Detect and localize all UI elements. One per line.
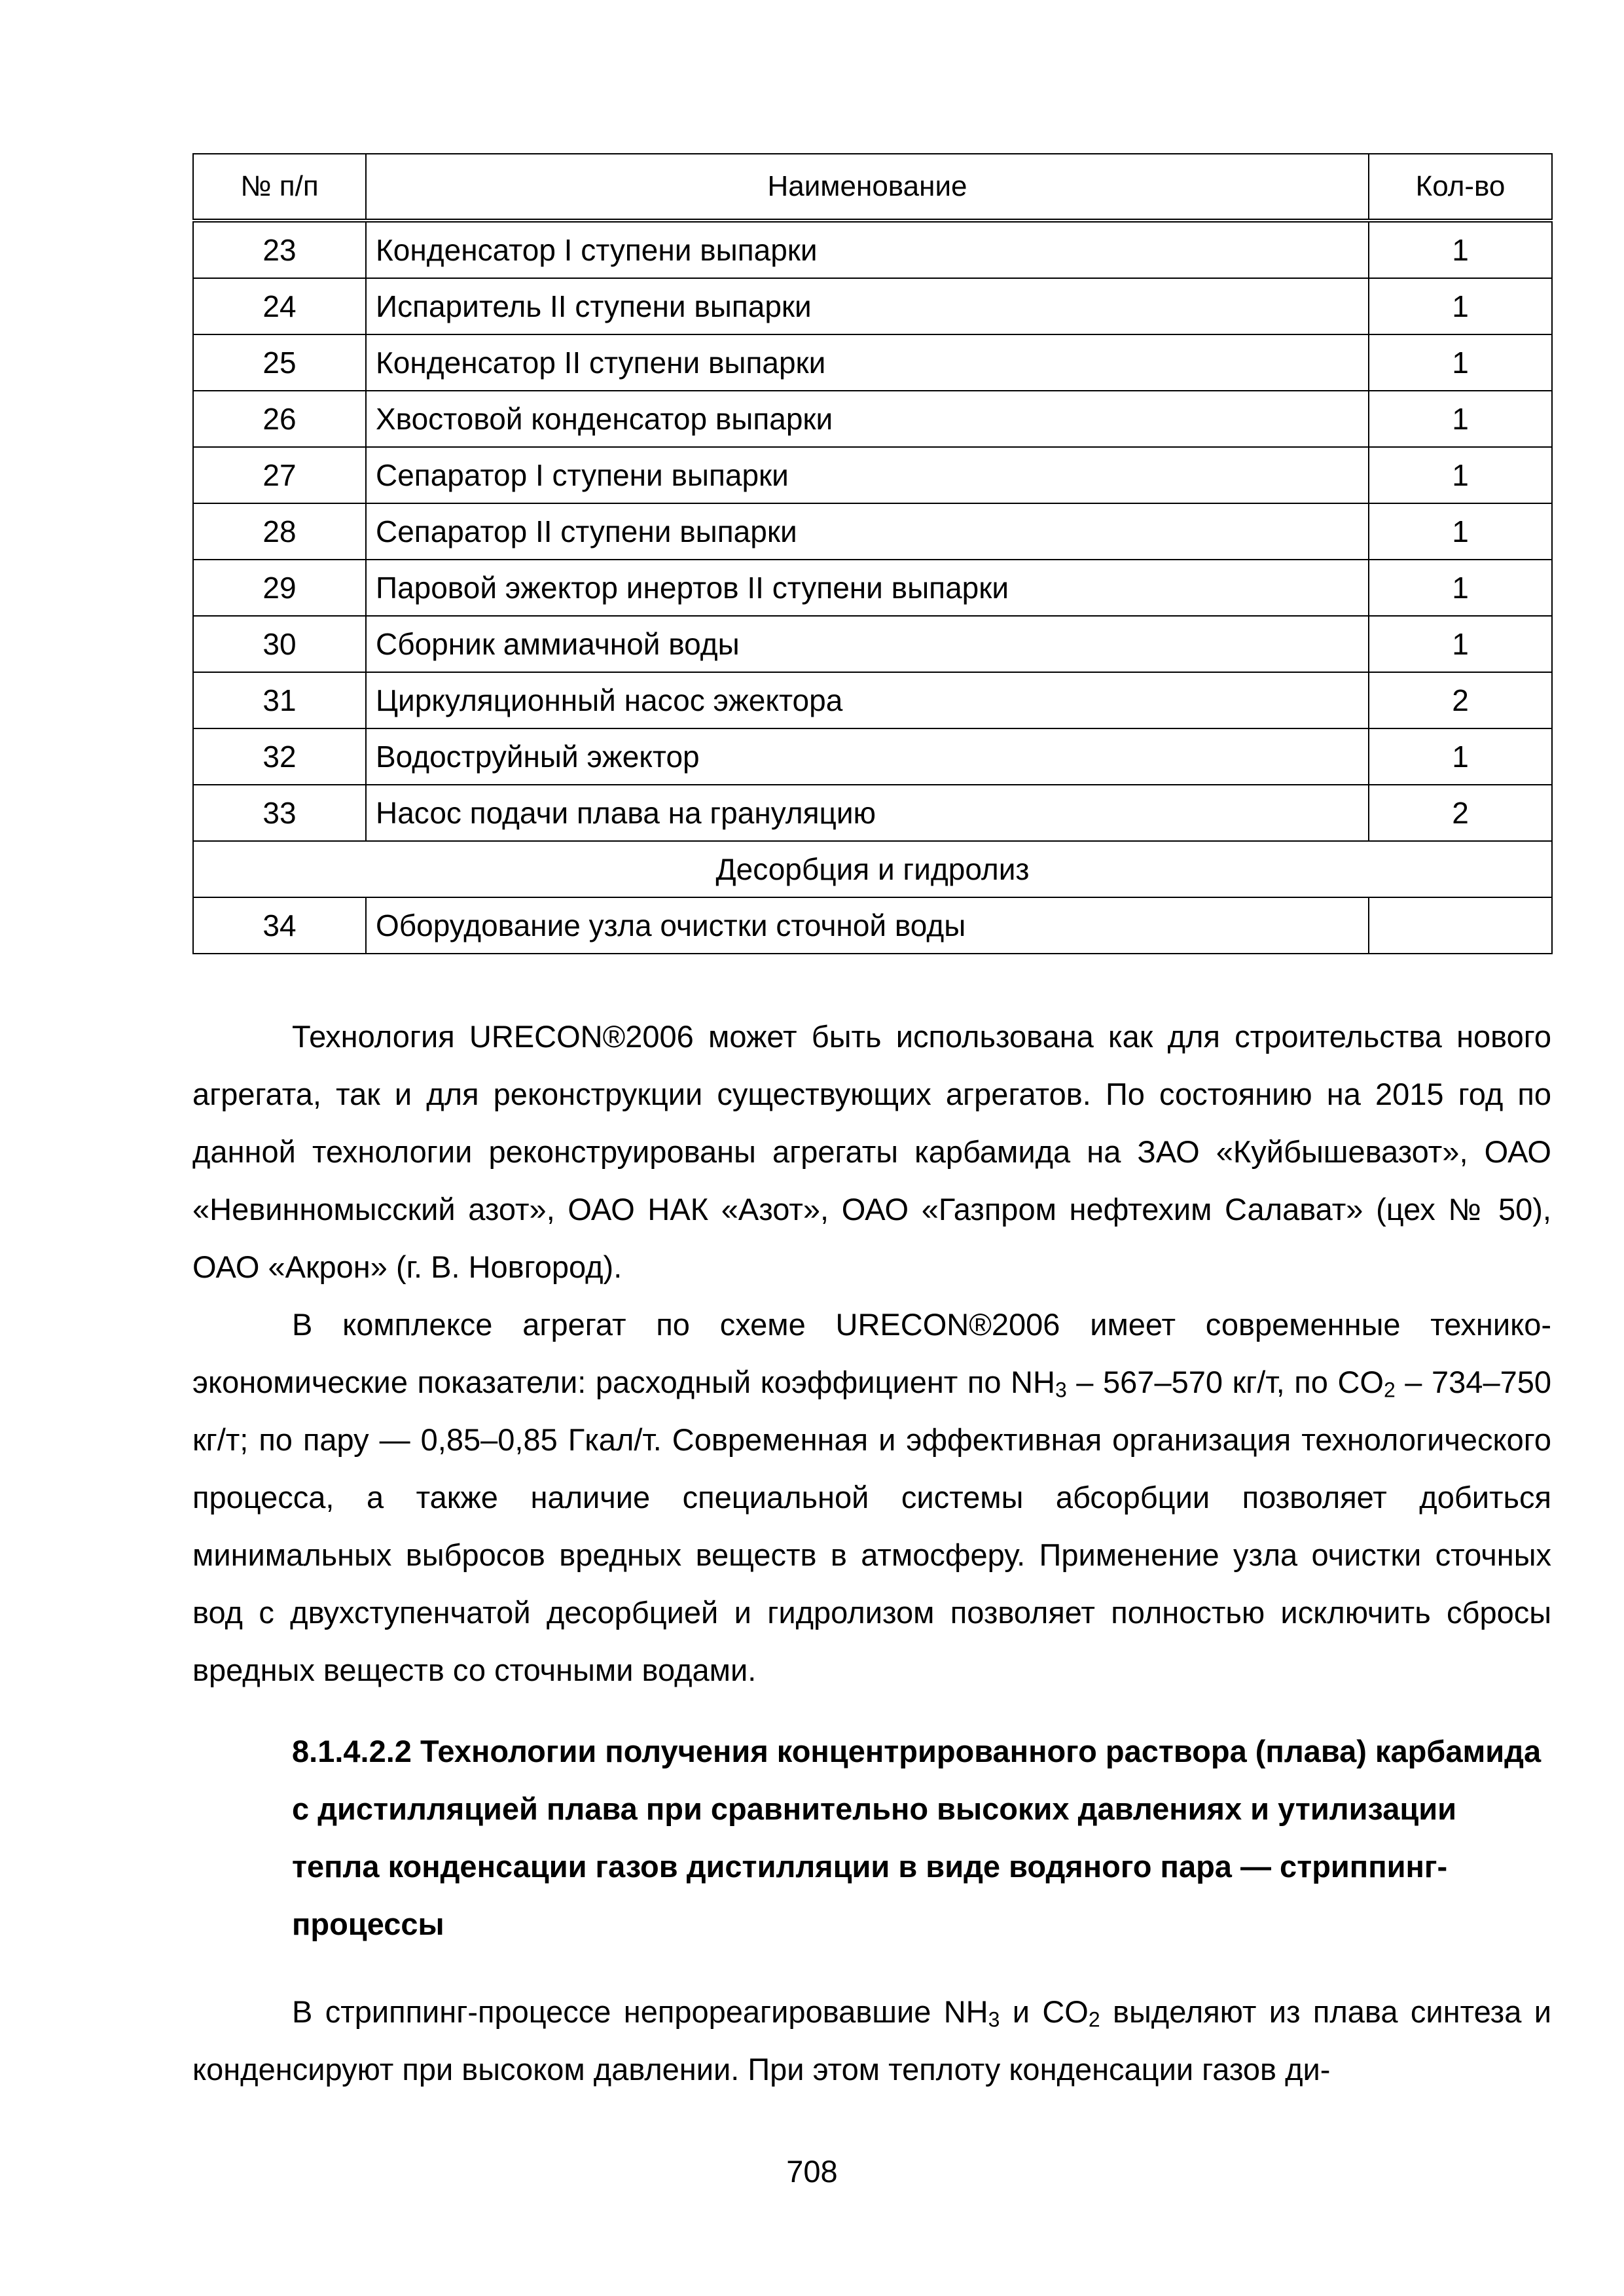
table-row — [193, 334, 1552, 391]
row-qty: 1 — [1369, 728, 1552, 785]
header-qty: Кол-во — [1369, 154, 1552, 221]
row-num: 25 — [193, 334, 366, 391]
subscript: 3 — [1055, 1378, 1067, 1402]
row-name: Сборник аммиачной воды — [366, 616, 1369, 672]
row-name: Сепаратор I ступени выпарки — [366, 447, 1369, 503]
row-name: Сепаратор II ступени выпарки — [366, 503, 1369, 560]
table-row — [193, 391, 1552, 447]
page-number: 708 — [786, 2154, 838, 2189]
row-qty: 1 — [1369, 616, 1552, 672]
row-qty: 2 — [1369, 672, 1552, 728]
header-num: № п/п — [193, 154, 366, 221]
row-num: 32 — [193, 728, 366, 785]
paragraph-indicators — [192, 1296, 1551, 1699]
table-row — [193, 672, 1552, 728]
row-qty: 1 — [1369, 334, 1552, 391]
table-header-row — [193, 154, 1552, 221]
text-run: – 734–750 кг/т; по пару — 0,85–0,85 Гкал/т. Современная и эффективная организация технологического процесса, а также наличие специальной системы абсорбции позволяет добиться минимальных выбросов вредных веществ в атмосферу. Применение узла очистки сточных вод с двухступенчатой десорбцией и гидролизом позволяет полностью исключить сбросы вредных веществ со сточными водами. — [192, 1365, 1551, 1687]
row-name: Насос подачи плава на грануляцию — [366, 785, 1369, 841]
row-name: Конденсатор II ступени выпарки — [366, 334, 1369, 391]
row-qty: 1 — [1369, 221, 1552, 278]
table-row — [193, 785, 1552, 841]
text-run: В комплексе агрегат по схеме URECON®2006 имеет современные технико-экономические показатели: расходный коэффициент по NH — [192, 1307, 1551, 1399]
row-num: 34 — [193, 897, 366, 954]
row-num: 33 — [193, 785, 366, 841]
row-num: 28 — [193, 503, 366, 560]
row-num: 24 — [193, 278, 366, 334]
row-num: 30 — [193, 616, 366, 672]
table-row — [193, 728, 1552, 785]
table-row — [193, 897, 1552, 954]
section-heading: 8.1.4.2.2 Технологии получения концентрированного раствора (плава) карбамида с дистилляцией плава при сравнительно высоких давлениях и утилизации тепла конденсации газов дистилляции в виде водяного пара — стриппинг-процессы — [292, 1734, 1542, 1941]
row-qty: 1 — [1369, 560, 1552, 616]
text-run: В стриппинг-процессе непрореагировавшие NH — [292, 1994, 988, 2029]
paragraph-text — [192, 1296, 1551, 1699]
row-num: 23 — [193, 221, 366, 278]
paragraph-text: Технология URECON®2006 может быть использована как для строительства нового агрегата, так и для реконструкции существующих агрегатов. По состоянию на 2015 год по данной технологии реконструированы агрегаты карбамида на ЗАО «Куйбышевазот», ОАО «Невинномысский азот», ОАО НАК «Азот», ОАО «Газпром нефтехим Салават» (цех № 50), ОАО «Акрон» (г. В. Новгород). — [192, 1019, 1551, 1284]
equipment-table — [192, 153, 1553, 954]
table-section-row — [193, 841, 1552, 897]
paragraph-stripping — [192, 1983, 1551, 2098]
table-row — [193, 447, 1552, 503]
row-qty — [1369, 897, 1552, 954]
row-name: Конденсатор I ступени выпарки — [366, 221, 1369, 278]
row-qty: 1 — [1369, 447, 1552, 503]
row-num: 26 — [193, 391, 366, 447]
row-qty: 1 — [1369, 503, 1552, 560]
text-run: и CO — [1000, 1994, 1089, 2029]
table-row — [193, 560, 1552, 616]
section-title: Десорбция и гидролиз — [193, 841, 1552, 897]
table-row — [193, 221, 1552, 278]
row-qty: 1 — [1369, 391, 1552, 447]
row-name: Циркуляционный насос эжектора — [366, 672, 1369, 728]
row-name: Испаритель II ступени выпарки — [366, 278, 1369, 334]
text-run: – 567–570 кг/т, по CO — [1066, 1365, 1384, 1399]
row-num: 31 — [193, 672, 366, 728]
table-row — [193, 616, 1552, 672]
table-row — [193, 278, 1552, 334]
row-name: Оборудование узла очистки сточной воды — [366, 897, 1369, 954]
row-name: Паровой эжектор инертов II ступени выпарки — [366, 560, 1369, 616]
row-num: 27 — [193, 447, 366, 503]
row-qty: 1 — [1369, 278, 1552, 334]
subscript: 2 — [1088, 2007, 1100, 2032]
row-qty: 2 — [1369, 785, 1552, 841]
text-run: выделяют из плава синтеза и конденсируют при высоком давлении. При этом теплоту конденсации газов ди- — [192, 1994, 1551, 2087]
subscript: 2 — [1383, 1378, 1396, 1402]
row-num: 29 — [193, 560, 366, 616]
subscript: 3 — [988, 2007, 1000, 2032]
row-name: Хвостовой конденсатор выпарки — [366, 391, 1369, 447]
table-body — [193, 221, 1552, 954]
paragraph-intro — [192, 1008, 1551, 1296]
header-name: Наименование — [366, 154, 1369, 221]
table-row — [193, 503, 1552, 560]
paragraph-text — [192, 1983, 1551, 2098]
row-name: Водоструйный эжектор — [366, 728, 1369, 785]
